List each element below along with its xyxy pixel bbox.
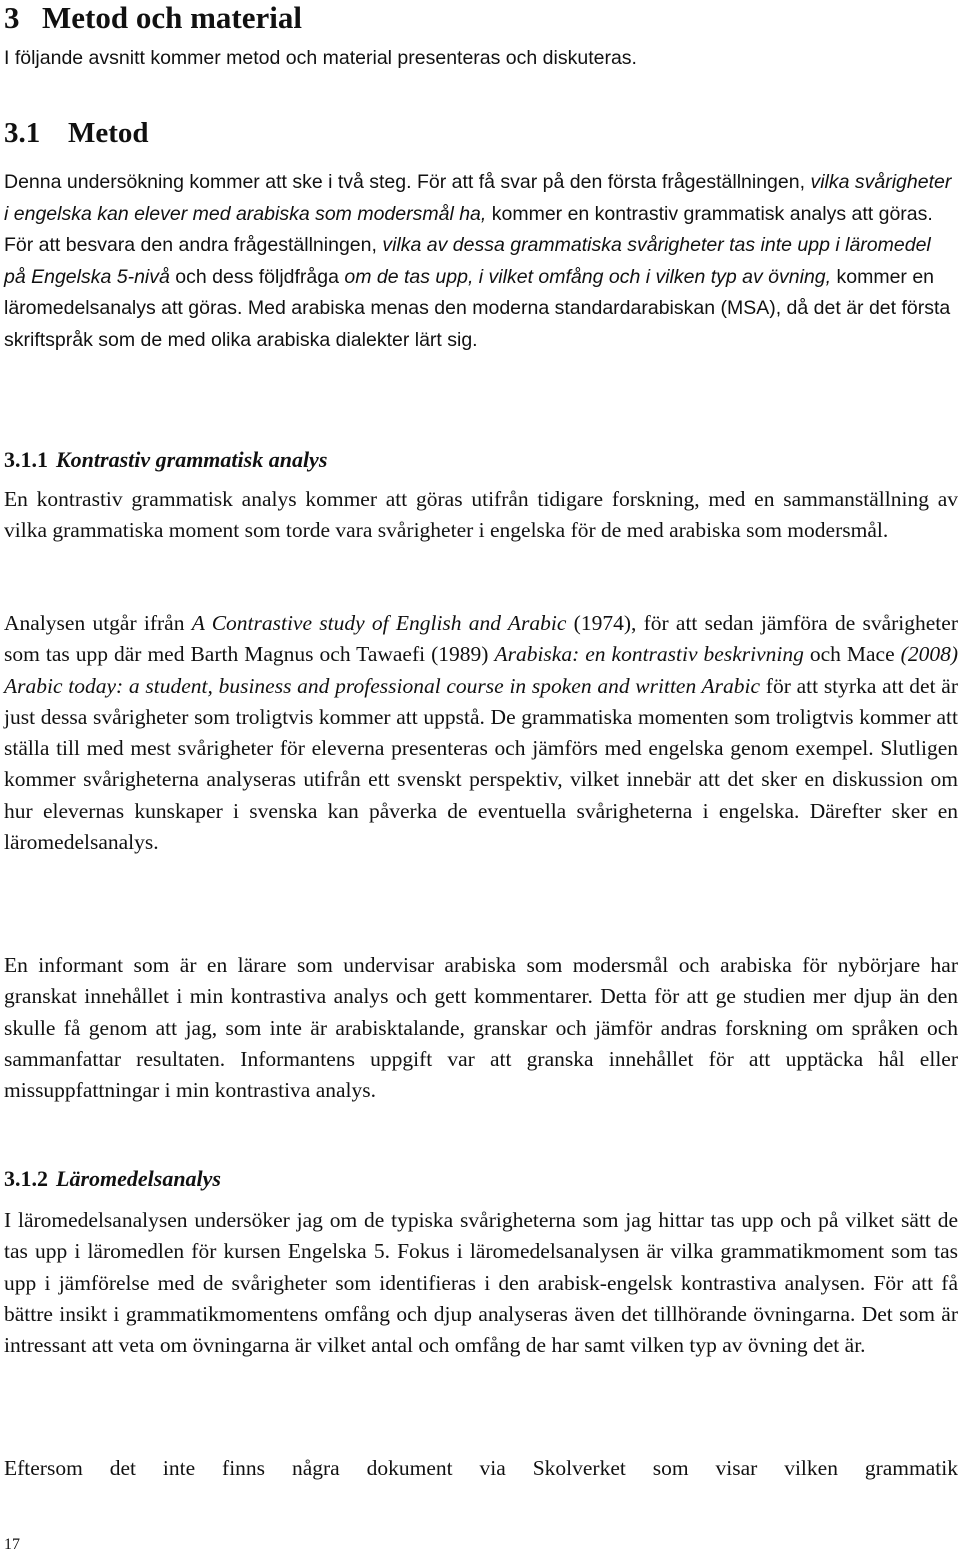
- sub1-p2-title-2: Arabiska: en kontrastiv beskrivning: [494, 642, 804, 667]
- intro-paragraph: I följande avsnitt kommer metod och material presenteras och diskuteras.: [4, 47, 637, 69]
- sub1-p2-title-1: A Contrastive study of English and Arabic: [191, 611, 567, 635]
- metod-paragraph: [4, 167, 952, 356]
- metod-text-4: kommer en läromedelsanalys att göras. Med arabiska menas den moderna standardarabiskan (MSA), då det är det första skriftspråk som de med olika arabiska dialekter lärt sig.: [4, 265, 951, 351]
- sub1-paragraph-2: [4, 608, 958, 858]
- subsection-number: 3.1: [4, 117, 41, 149]
- sub1-number: 3.1.1: [4, 447, 48, 472]
- sub1-paragraph-1: En kontrastiv grammatisk analys kommer att göras utifrån tidigare forskning, med en sammanställning av vilka grammatiska moment som torde vara svårigheter i engelska för de med arabiska som modersmål.: [4, 487, 958, 543]
- sub1-p2-text-1: Analysen utgår ifrån: [4, 611, 192, 635]
- sub2-paragraph-2: Eftersom det inte finns några dokument via Skolverket som visar vilken grammatik: [4, 1456, 958, 1480]
- sub1-p2-text-2: (1974), för att sedan jämföra de svårigheter som tas upp där med Barth Magnus och Tawaefi (1989): [4, 611, 958, 667]
- sub1-p2-text-3: och Mace: [803, 642, 901, 667]
- metod-question-1: vilka svårigheter i engelska kan elever med arabiska som modersmål ha,: [4, 171, 952, 225]
- section-title: Metod och material: [42, 0, 302, 35]
- metod-text-1: Denna undersökning kommer att ske i två steg. För att få svar på den första frågeställningen,: [4, 171, 811, 193]
- sub2-paragraph-1: I läromedelsanalysen undersöker jag om de typiska svårigheterna som jag hittar tas upp och på vilket sätt de tas upp i läromedlen för kursen Engelska 5. Fokus i läromedelsanalysen är vilka grammatikmoment som tas upp i jämförelse med de svårigheter som identifieras i den arabisk-engelsk kontrastiva analysen. För att få bättre insikt i grammatikmomentens omfång och djup analyseras även det tillhörande övningarna. Det som är intressant att veta om övningarna är vilket antal och omfång de har samt vilken typ av övning det är.: [4, 1208, 958, 1358]
- sub2-title: Läromedelsanalys: [56, 1166, 221, 1191]
- sub1-p2-title-3: (2008) Arabic today: a student, business and professional course in spoken and written Arabic: [4, 642, 958, 698]
- subsubsection-heading-2: [4, 1165, 221, 1193]
- sub1-p2-text-4: för att styrka att det är just dessa svårigheter som troligtvis kommer att uppstå. De grammatiska momenten som troligtvis kommer att ställa till med mest svårigheter för eleverna presenteras och jämförs med engelska genom exempel. Slutligen kommer svårigheterna analyseras utifrån ett svenskt perspektiv, vilket innebär att det sker en diskussion om hur elevernas kunskaper i svenska kan påverka de eventuella svårigheterna i engelska. Därefter sker en läromedelsanalys.: [4, 673, 958, 855]
- subsection-heading: [4, 116, 149, 150]
- page-number: 17: [4, 1536, 20, 1553]
- sub2-number: 3.1.2: [4, 1166, 48, 1191]
- metod-followup-question: om de tas upp, i vilket omfång och i vilken typ av övning,: [344, 265, 832, 288]
- section-heading: [4, 0, 302, 36]
- subsubsection-heading-1: [4, 446, 327, 474]
- section-number: 3: [4, 0, 20, 35]
- metod-question-2: vilka av dessa grammatiska svårigheter tas inte upp i läromedel på Engelska 5-nivå: [4, 234, 931, 288]
- metod-text-3: och dess följdfråga: [169, 265, 345, 288]
- sub1-title: Kontrastiv grammatisk analys: [56, 447, 328, 472]
- sub1-paragraph-3: En informant som är en lärare som undervisar arabiska som modersmål och arabiska för nybörjare har granskat innehållet i min kontrastiva analys och gett kommentarer. Detta för att ge studien mer djup än den skulle få genom att jag, som inte är arabisktalande, granskar och jämför andras forskning om språken och sammanfattar resultaten. Informantens uppgift var att granska innehållet för att upptäcka hål eller missuppfattningar i min kontrastiva analys.: [4, 953, 958, 1103]
- subsection-title: Metod: [68, 117, 149, 149]
- metod-text-2: kommer en kontrastiv grammatisk analys att göras. För att besvara den andra frågeställningen,: [4, 202, 933, 256]
